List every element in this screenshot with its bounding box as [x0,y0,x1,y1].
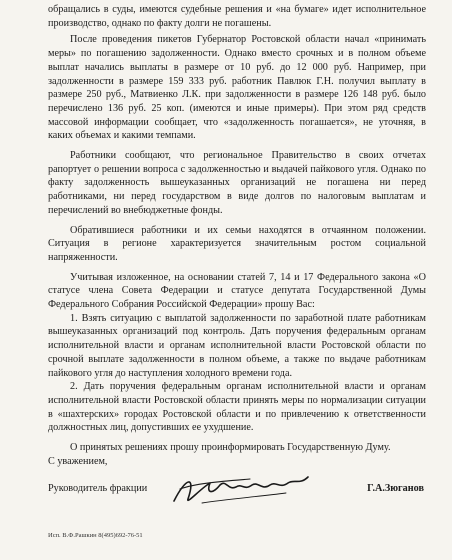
paragraph-governor-measures: После проведения пикетов Губернатор Ростовской области начал «принимать меры» по погашению задолженности. Однако вместо срочных и в полном объеме выплат начались выплаты в размере от 10 руб. до 12 000 руб. Например, при задолженности в размере 159 333 руб. работник Павлюк Г.Н. получил выплату в размере 250 руб., Матвиенко Л.К. при задолженности в размере 126 148 руб. было перечислено 136 руб. 25 коп. (имеются и иные примеры). При этом ряд средств массовой информации сообщает, что «задолженность погашается», не уточняя, в каких объемах и какими темпами. [48,34,426,142]
paragraph-government-reports: Работники сообщают, что региональное Правительство в своих отчетах рапортует о решении вопроса с задолженностью и выдачей пайкового угля. Однако по факту задолженность вышеуказанных организаций не погашена ни перед работниками, ни перед государством в виде долгов по налоговым выплатам и перечислений во внебюджетные фонды. [48,150,426,216]
paragraph-request-basis: Учитывая изложенное, на основании статей 7, 14 и 17 Федерального закона «О статусе члена Совета Федерации и статусе депутата Государственной Думы Федерального Собрания Российской Федерации» прошу Вас: [48,271,426,311]
signer-title: Руководитель фракции [48,482,148,494]
request-item-2: 2. Дать поручения федеральным органам исполнительной власти и органам исполнительной власти Ростовской области принять меры по нормализации ситуации в «шахтерских» городах Ростовской области и по привлечению к ответственности должностных лиц, допустивших ее ухудшение. [48,381,426,434]
paragraph-workers-situation: Обратившиеся работники и их семьи находятся в отчаянном положении. Ситуация в регионе характеризуется значительным ростом социальной напряженности. [48,224,426,263]
executor-note: Исп. В.Ф.Рашкин 8(495)692-76-51 [48,532,143,539]
regards-line: С уважением, [48,455,108,467]
paragraph-inform-duma: О принятых решениях прошу проинформировать Государственную Думу. [70,442,391,454]
request-item-1: 1. Взять ситуацию с выплатой задолженности по заработной плате работникам вышеуказанных организаций под контроль. Дать поручения федеральным органам исполнительной власти и органам исполнительной власти Ростовской области по срочной выплате задолженности в полном объеме, а также по выдаче работникам пайкового угля до наступления холодного времени года. [48,312,426,379]
signer-name: Г.А.Зюганов [367,482,424,494]
paragraph-continuation: обращались в суды, имеются судебные решения и «на бумаге» идет исполнительное производство, однако по факту долги не погашены. [48,4,426,29]
handwritten-signature [166,469,316,509]
signature-block [48,469,426,515]
